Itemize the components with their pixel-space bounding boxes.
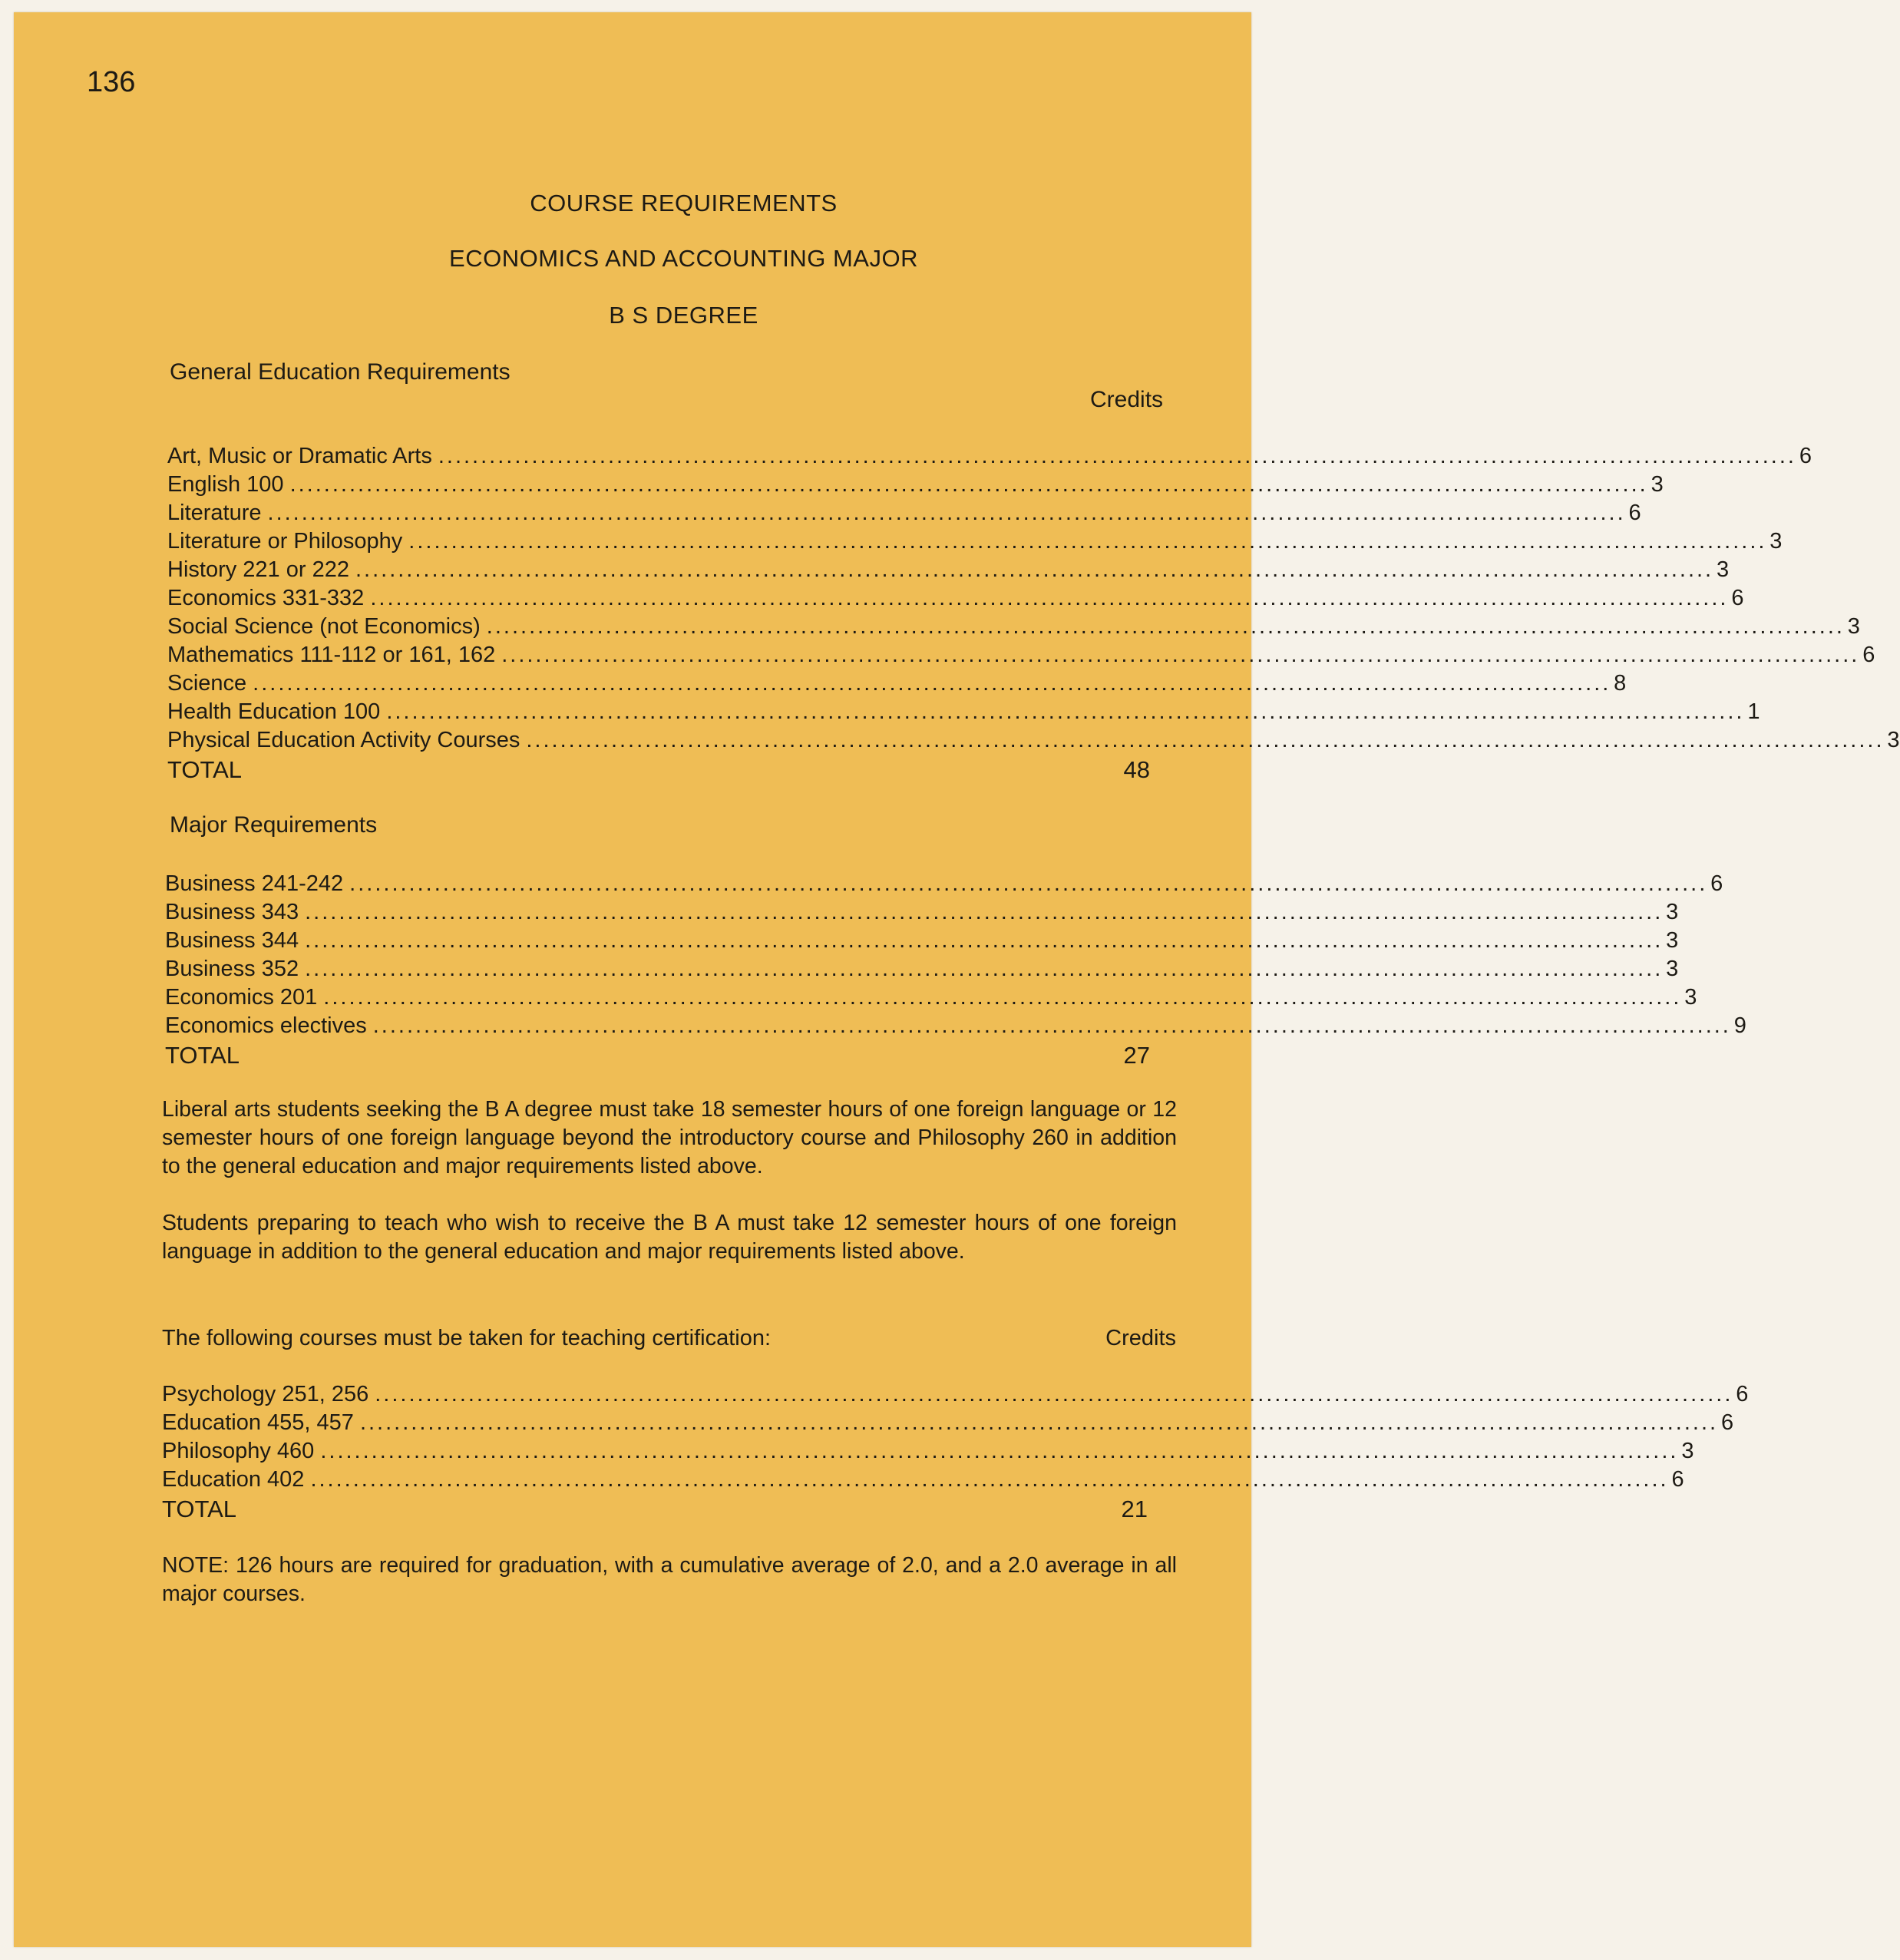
list-item	[162, 1410, 1734, 1439]
dot-leader: ................................................................................................................................................................	[289, 472, 1648, 497]
course-name: Literature or Philosophy	[167, 529, 403, 554]
course-name: History 221 or 222	[167, 557, 349, 582]
course-name: Economics 201	[165, 985, 318, 1010]
total-row	[165, 1042, 1150, 1070]
list-item	[165, 900, 1679, 928]
list-item	[167, 529, 1783, 557]
course-credits: 1	[1747, 699, 1760, 724]
course-credits: 3	[1681, 1439, 1694, 1463]
total-value: 27	[1123, 1042, 1150, 1069]
course-credits: 3	[1887, 728, 1900, 752]
general-education-list	[167, 444, 1900, 785]
course-credits: 3	[1651, 472, 1664, 497]
dot-leader: ................................................................................................................................................................	[386, 699, 1745, 724]
course-credits: 3	[1847, 614, 1860, 639]
course-credits: 3	[1769, 529, 1783, 554]
course-credits: 6	[1862, 643, 1875, 667]
dot-leader: ................................................................................................................................................................	[349, 871, 1708, 896]
course-name: Education 455, 457	[162, 1410, 354, 1435]
major-title: ECONOMICS AND ACCOUNTING MAJOR	[449, 245, 918, 272]
list-item	[167, 699, 1760, 728]
dot-leader: ................................................................................................................................................................	[355, 557, 1714, 582]
dot-leader: ................................................................................................................................................................	[408, 529, 1767, 554]
general-education-heading: General Education Requirements	[170, 359, 511, 385]
course-name: Business 344	[165, 928, 299, 953]
course-name: Business 352	[165, 957, 299, 981]
dot-leader: ................................................................................................................................................................	[486, 614, 1845, 639]
list-item	[167, 444, 1812, 472]
course-credits: 8	[1614, 671, 1627, 696]
graduation-note: NOTE: 126 hours are required for graduation, with a cumulative average of 2.0, and a 2.0 average in all major courses.	[162, 1553, 1177, 1606]
teaching-paragraph: Students preparing to teach who wish to receive the B A must take 12 semester hours of one foreign language in addition to the general education and major requirements listed above.	[162, 1211, 1177, 1264]
dot-leader: ................................................................................................................................................................	[305, 957, 1664, 981]
liberal-arts-paragraph: Liberal arts students seeking the B A degree must take 18 semester hours of one foreign language or 12 semester hours of one foreign language beyond the introductory course and Philosophy 260 in addition to the general education and major requirements listed above.	[162, 1097, 1177, 1178]
course-name: Social Science (not Economics)	[167, 614, 481, 639]
list-item	[167, 728, 1900, 756]
list-item	[162, 1439, 1694, 1467]
list-item	[167, 557, 1730, 586]
dot-leader: ................................................................................................................................................................	[438, 444, 1796, 468]
total-label: TOTAL	[167, 756, 243, 783]
dot-leader: ................................................................................................................................................................	[310, 1467, 1669, 1492]
list-item	[162, 1467, 1684, 1496]
certification-heading-row	[162, 1326, 1176, 1351]
list-item	[165, 871, 1723, 900]
credits-heading: Credits	[1090, 387, 1164, 412]
course-credits: 6	[1736, 1382, 1749, 1406]
dot-leader: ................................................................................................................................................................	[526, 728, 1885, 752]
major-requirements-heading: Major Requirements	[170, 812, 378, 838]
course-credits: 6	[1731, 586, 1744, 610]
course-name: Economics electives	[165, 1013, 367, 1038]
course-credits: 3	[1716, 557, 1730, 582]
dot-leader: ................................................................................................................................................................	[359, 1410, 1719, 1435]
list-item	[167, 614, 1860, 643]
dot-leader: ................................................................................................................................................................	[320, 1439, 1679, 1463]
course-name: Business 241-242	[165, 871, 344, 896]
dot-leader: ................................................................................................................................................................	[372, 1013, 1731, 1038]
course-credits: 3	[1666, 928, 1679, 953]
course-credits: 6	[1628, 501, 1641, 525]
course-name: Business 343	[165, 900, 299, 924]
degree-title: B S DEGREE	[609, 302, 758, 329]
course-credits: 3	[1666, 900, 1679, 924]
dot-leader: ................................................................................................................................................................	[305, 900, 1664, 924]
course-name: Philosophy 460	[162, 1439, 315, 1463]
dot-leader: ................................................................................................................................................................	[267, 501, 1626, 525]
dot-leader: ................................................................................................................................................................	[370, 586, 1729, 610]
course-name: English 100	[167, 472, 284, 497]
list-item	[167, 671, 1627, 699]
course-name: Health Education 100	[167, 699, 381, 724]
course-credits: 6	[1671, 1467, 1684, 1492]
course-name: Mathematics 111-112 or 161, 162	[167, 643, 496, 667]
total-value: 48	[1123, 756, 1150, 783]
course-name: Education 402	[162, 1467, 305, 1492]
list-item	[162, 1382, 1749, 1410]
course-name: Art, Music or Dramatic Arts	[167, 444, 432, 468]
total-value: 21	[1121, 1496, 1148, 1522]
course-name: Science	[167, 671, 247, 696]
total-label: TOTAL	[165, 1042, 240, 1069]
list-item	[165, 1013, 1746, 1042]
dot-leader: ................................................................................................................................................................	[501, 643, 1860, 667]
course-credits: 6	[1799, 444, 1812, 468]
list-item	[167, 643, 1875, 671]
course-name: Economics 331-332	[167, 586, 365, 610]
course-name: Physical Education Activity Courses	[167, 728, 520, 752]
list-item	[167, 501, 1641, 529]
list-item	[165, 928, 1679, 957]
certification-heading: The following courses must be taken for teaching certification:	[162, 1326, 772, 1350]
total-label: TOTAL	[162, 1496, 237, 1522]
certification-list	[162, 1382, 1749, 1524]
list-item	[165, 957, 1679, 985]
page-number: 136	[87, 66, 136, 98]
total-row	[162, 1496, 1148, 1524]
list-item	[167, 586, 1744, 614]
list-item	[165, 985, 1697, 1013]
certification-credits-heading: Credits	[1105, 1326, 1176, 1350]
course-credits: 6	[1710, 871, 1723, 896]
catalog-page	[14, 12, 1900, 1947]
course-credits: 9	[1733, 1013, 1746, 1038]
dot-leader: ................................................................................................................................................................	[323, 985, 1682, 1010]
dot-leader: ................................................................................................................................................................	[305, 928, 1664, 953]
course-credits: 3	[1666, 957, 1679, 981]
list-item	[167, 472, 1664, 501]
course-name: Psychology 251, 256	[162, 1382, 369, 1406]
course-credits: 6	[1720, 1410, 1734, 1435]
dot-leader: ................................................................................................................................................................	[375, 1382, 1733, 1406]
course-credits: 3	[1684, 985, 1697, 1010]
major-requirements-list	[165, 871, 1746, 1070]
total-row	[167, 756, 1150, 785]
course-name: Literature	[167, 501, 262, 525]
page-title: COURSE REQUIREMENTS	[530, 190, 838, 216]
dot-leader: ................................................................................................................................................................	[253, 671, 1611, 696]
